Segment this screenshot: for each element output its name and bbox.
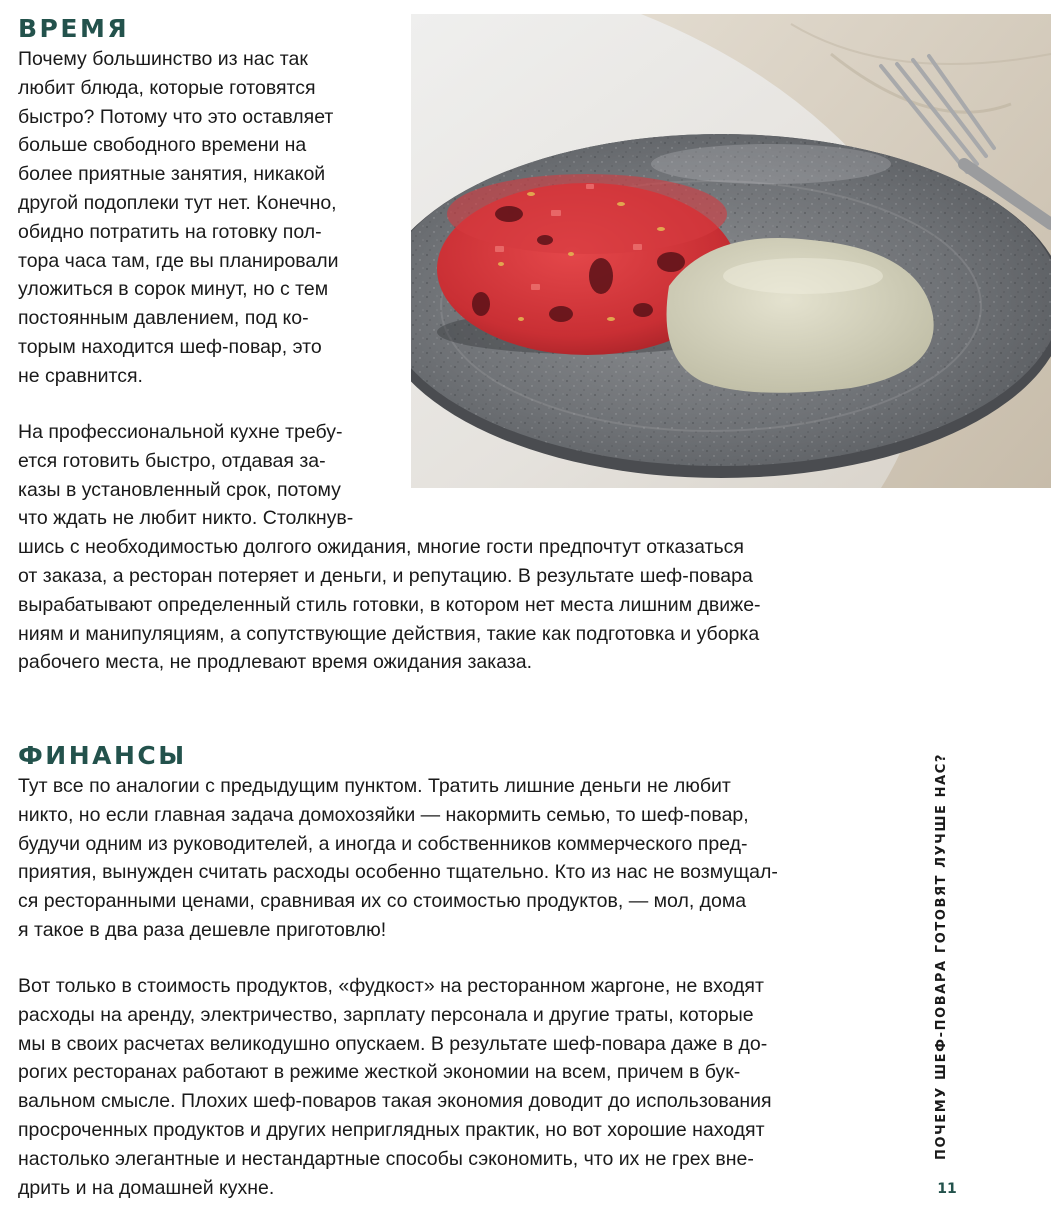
text-line: быстро? Потому что это оставляет (18, 105, 334, 128)
text-line: расходы на аренду, электричество, зарплату персонала и другие траты, которые (18, 1003, 754, 1026)
paragraph-time-1 (18, 45, 339, 391)
text-line: мы в своих расчетах великодушно опускаем. В результате шеф-повара даже в до- (18, 1032, 768, 1055)
food-photo (411, 14, 1051, 488)
text-line: приятия, вынужден считать расходы особенно тщательно. Кто из нас не возмущал- (18, 861, 778, 884)
text-line: тора часа там, где вы планировали (18, 249, 339, 272)
text-line: постоянным давлением, под ко- (18, 307, 309, 330)
text-line: ется готовить быстро, отдавая за- (18, 449, 326, 472)
text-line: обидно потратить на готовку пол- (18, 220, 322, 243)
text-line: казы в установленный срок, потому (18, 478, 341, 501)
text-line: вырабатывают определенный стиль готовки, в котором нет места лишним движе- (18, 593, 761, 616)
text-line: настолько элегантные и нестандартные способы сэкономить, что их не грех вне- (18, 1147, 754, 1170)
section-heading-time: ВРЕМЯ (18, 14, 130, 43)
text-line: будучи одним из руководителей, а иногда и собственников коммерческого пред- (18, 832, 748, 855)
text-line: торым находится шеф-повар, это (18, 335, 322, 358)
text-line: шись с необходимостью долгого ожидания, многие гости предпочтут отказаться (18, 536, 744, 559)
text-line: любит блюда, которые готовятся (18, 76, 316, 99)
running-title: ПОЧЕМУ ШЕФ-ПОВАРА ГОТОВЯТ ЛУЧШЕ НАС? (934, 752, 949, 1160)
text-line: рабочего места, не продлевают время ожидания заказа. (18, 651, 533, 674)
text-line: Вот только в стоимость продуктов, «фудкост» на ресторанном жаргоне, не входят (18, 975, 764, 997)
section-heading-finance: ФИНАНСЫ (18, 741, 187, 770)
text-line: не сравнится. (18, 364, 143, 387)
text-line: другой подоплеки тут нет. Конечно, (18, 191, 337, 214)
paragraph-finance-2 (18, 972, 772, 1202)
text-line: более приятные занятия, никакой (18, 163, 326, 186)
text-line: уложиться в сорок минут, но с тем (18, 278, 329, 301)
text-line: дрить и на домашней кухне. (18, 1176, 275, 1199)
text-line: рогих ресторанах работают в режиме жесткой экономии на всем, причем в бук- (18, 1061, 741, 1084)
text-line: просроченных продуктов и других неприглядных практик, но вот хорошие находят (18, 1118, 765, 1141)
text-line: от заказа, а ресторан потеряет и деньги, и репутацию. В результате шеф-повара (18, 564, 753, 587)
text-line: ниям и манипуляциям, а сопутствующие действия, такие как подготовка и уборка (18, 622, 760, 645)
text-line: никто, но если главная задача домохозяйки — накормить семью, то шеф-повар, (18, 803, 749, 826)
text-line: Почему большинство из нас так (18, 48, 308, 70)
paragraph-finance-1 (18, 772, 778, 945)
page-number: 11 (937, 1181, 957, 1197)
text-line: Тут все по аналогии с предыдущим пунктом. Тратить лишние деньги не любит (18, 775, 731, 797)
text-line: вальном смысле. Плохих шеф-поваров такая экономия доводит до использования (18, 1090, 772, 1113)
text-line: я такое в два раза дешевле приготовлю! (18, 918, 387, 941)
text-line: что ждать не любит никто. Столкнув- (18, 507, 354, 530)
text-line: ся ресторанными ценами, сравнивая их со стоимостью продуктов, — мол, дома (18, 890, 747, 913)
text-line: На профессиональной кухне требу- (18, 421, 343, 443)
text-line: больше свободного времени на (18, 134, 307, 157)
